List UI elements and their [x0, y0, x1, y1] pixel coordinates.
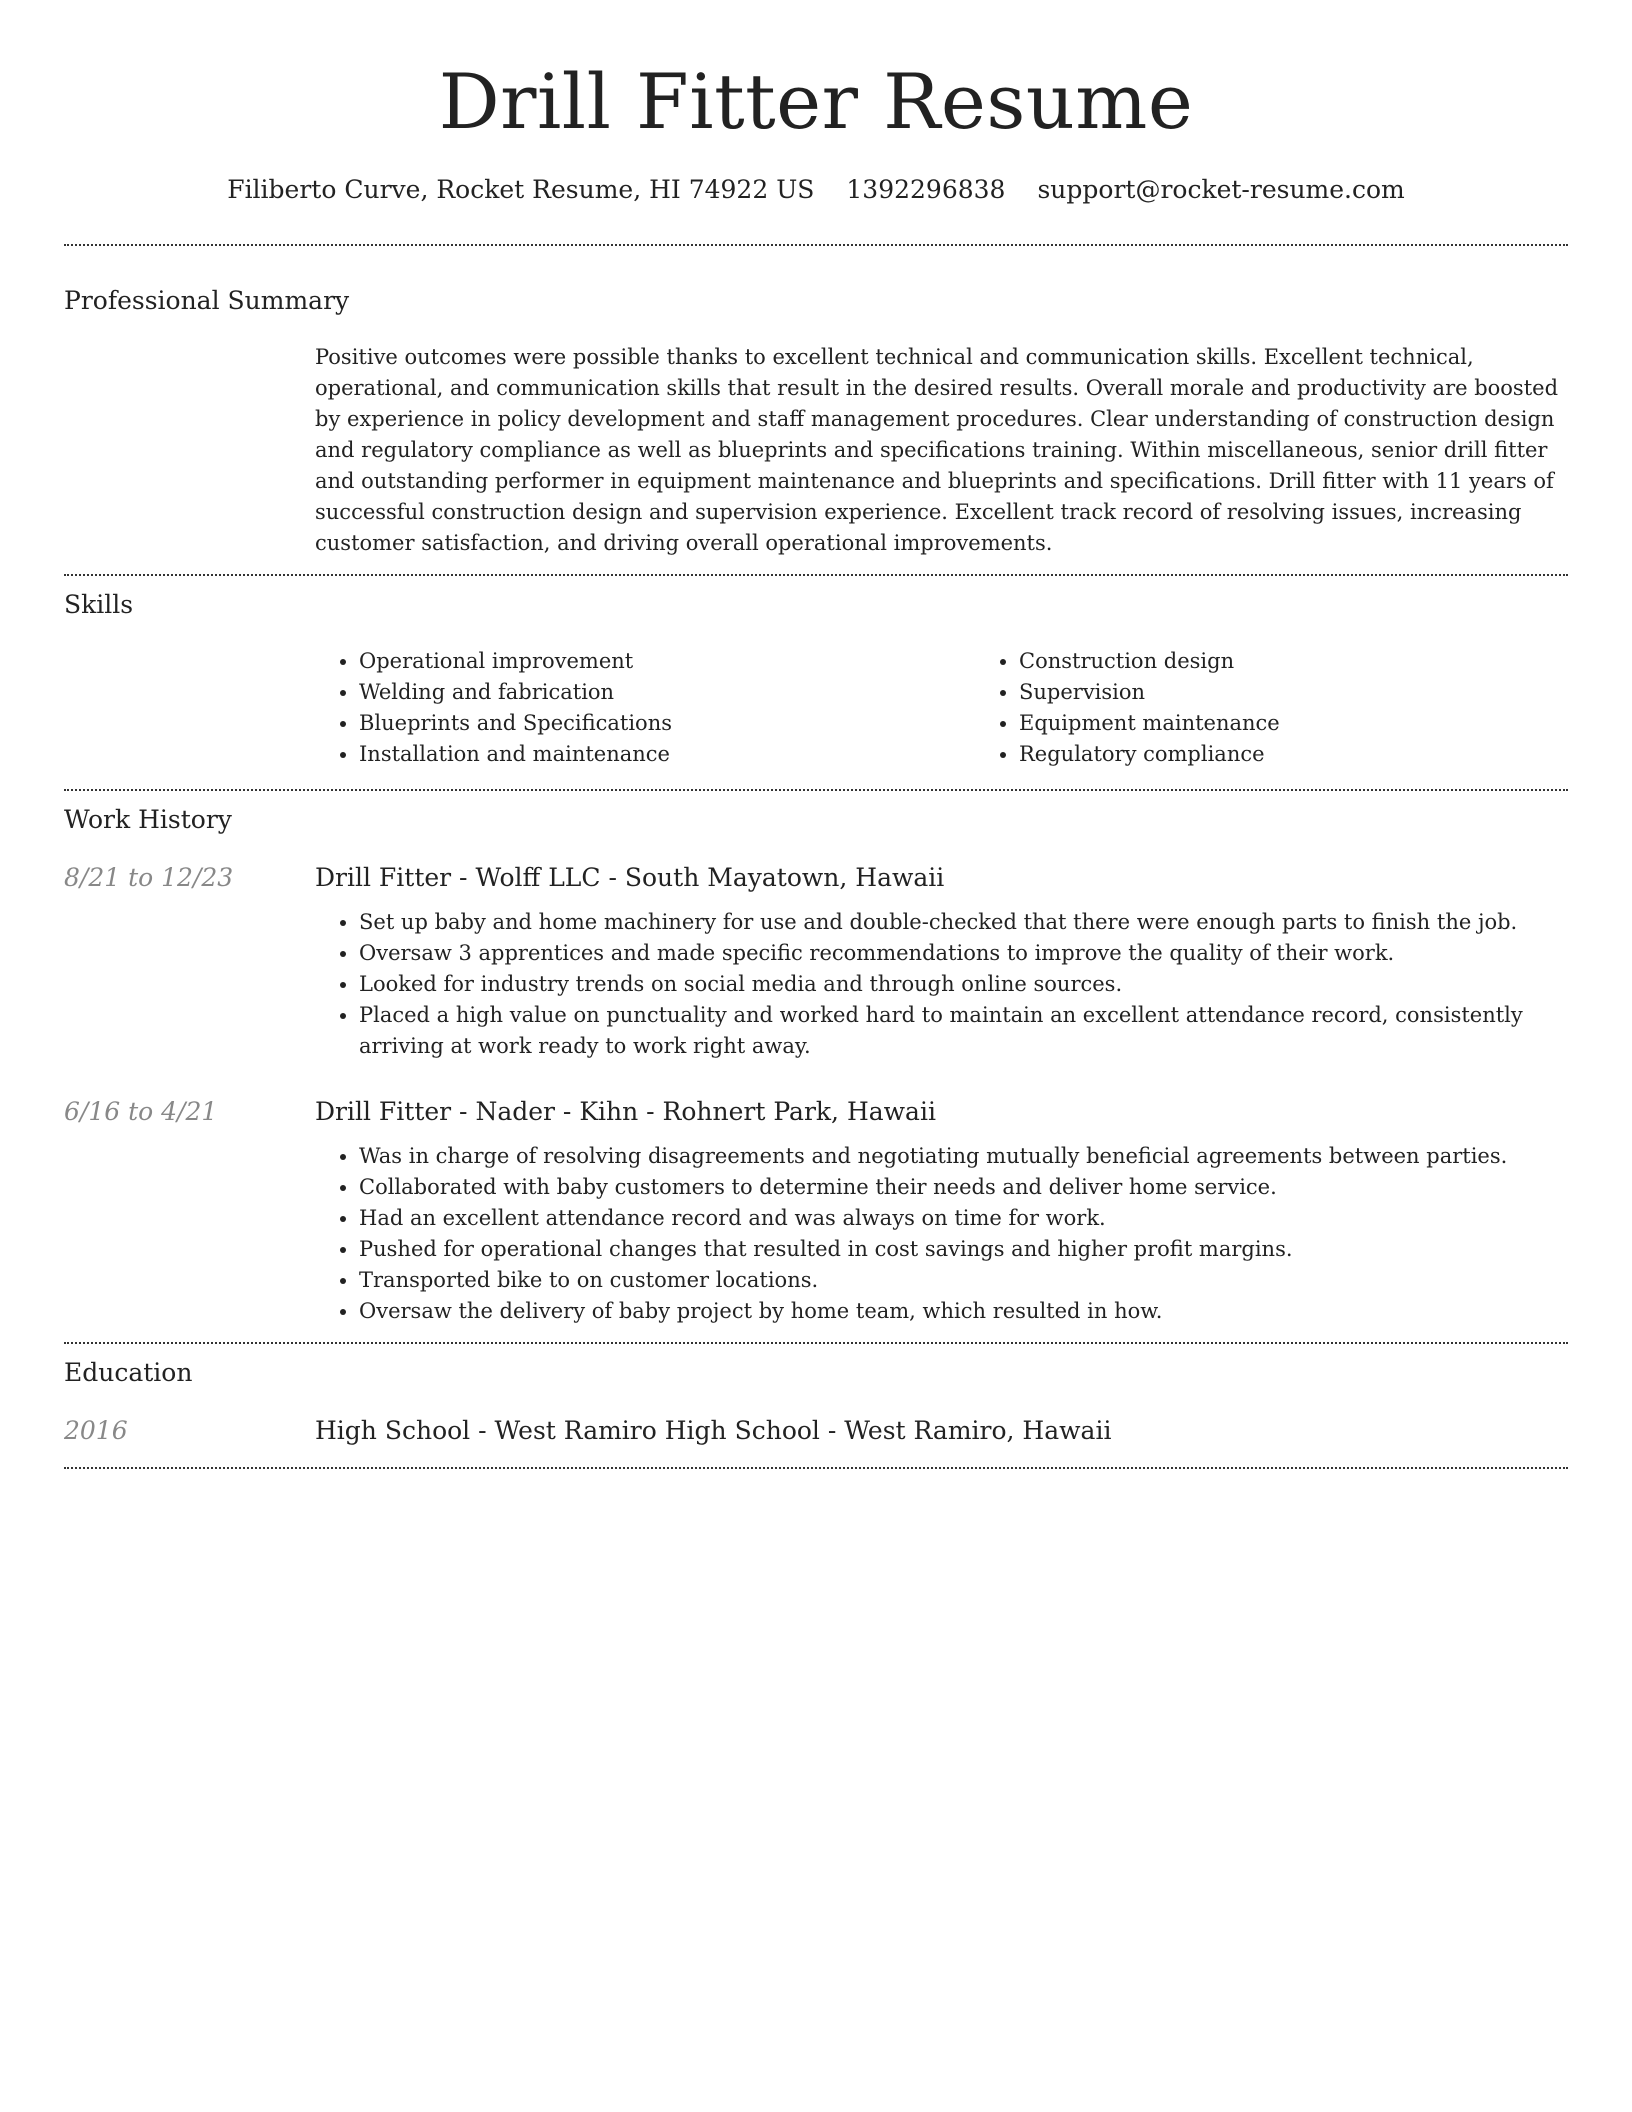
summary-text: Positive outcomes were possible thanks to excellent technical and communication skills. Excellent technical, operational, and communication skills that result in the desired results. Overall morale and productivity are boosted by experience in policy development and staff management procedures. Clear understanding of construction design and regulatory compliance as well as blueprints and specifications training. Within miscellaneous, senior drill fitter and outstanding performer in equipment maintenance and blueprints and specifications. Drill fitter with 11 years of successful construction design and supervision experience. Excellent track record of resolving issues, increasing customer satisfaction, and driving overall operational improvements. [315, 345, 1559, 555]
contact-address: Filiberto Curve, Rocket Resume, HI 74922 US [227, 175, 815, 204]
job-bullet: • Set up baby and home machinery for use and double-checked that there were enough parts to finish the job. [359, 907, 1568, 938]
education-heading: Education [64, 1358, 193, 1387]
education-entry [64, 1413, 1568, 1449]
work-history-heading: Work History [64, 805, 232, 834]
skill-item: • Supervision [1019, 677, 1632, 708]
section-divider [64, 1467, 1568, 1469]
skills-heading: Skills [64, 590, 134, 619]
job-title: Drill Fitter - Wolff LLC - South Mayatown, Hawaii [315, 863, 945, 892]
summary-spacer [64, 342, 315, 559]
job-bullet: • Had an excellent attendance record and was always on time for work. [359, 1203, 1568, 1234]
section-divider [64, 789, 1568, 791]
job-bullet: • Pushed for operational changes that resulted in cost savings and higher profit margins. [359, 1234, 1568, 1265]
job-bullet: • Collaborated with baby customers to determine their needs and deliver home service. [359, 1172, 1568, 1203]
skill-item: • Blueprints and Specifications [359, 708, 975, 739]
skill-item: • Equipment maintenance [1019, 708, 1632, 739]
job-dates: 8/21 to 12/23 [64, 863, 234, 892]
resume-title: Drill Fitter Resume [438, 57, 1194, 146]
skill-item: • Installation and maintenance [359, 739, 975, 770]
summary-heading: Professional Summary [64, 286, 350, 315]
summary-section [64, 283, 1568, 559]
job-bullet: • Was in charge of resolving disagreements and negotiating mutually beneficial agreements between parties. [359, 1141, 1568, 1172]
section-divider [64, 244, 1568, 246]
contact-info [64, 172, 1568, 208]
skill-item: • Welding and fabrication [359, 677, 975, 708]
skills-section [64, 587, 1568, 770]
education-year: 2016 [64, 1416, 128, 1445]
section-divider [64, 574, 1568, 576]
work-history-section [64, 802, 1568, 1327]
skills-list-left [315, 646, 975, 770]
job-bullets [315, 1141, 1568, 1327]
job-bullet: • Oversaw the delivery of baby project by home team, which resulted in how. [359, 1296, 1568, 1327]
job-dates: 6/16 to 4/21 [64, 1097, 218, 1126]
contact-phone: 1392296838 [846, 175, 1006, 204]
section-divider [64, 1342, 1568, 1344]
education-title: High School - West Ramiro High School - West Ramiro, Hawaii [315, 1416, 1112, 1445]
skills-spacer [64, 646, 315, 770]
education-section [64, 1355, 1568, 1449]
contact-email: support@rocket-resume.com [1037, 175, 1405, 204]
job-bullet: • Looked for industry trends on social media and through online sources. [359, 969, 1568, 1000]
job-bullet: • Placed a high value on punctuality and worked hard to maintain an excellent attendance record, consistently arriving at work ready to work right away. [359, 1000, 1568, 1062]
skill-item: • Operational improvement [359, 646, 975, 677]
job-bullets [315, 907, 1568, 1062]
skills-list-right [975, 646, 1632, 770]
job-bullet: • Transported bike to on customer locations. [359, 1265, 1568, 1296]
skill-item: • Regulatory compliance [1019, 739, 1632, 770]
job-entry [64, 1094, 1568, 1327]
skill-item: • Construction design [1019, 646, 1632, 677]
job-entry [64, 860, 1568, 1062]
job-title: Drill Fitter - Nader - Kihn - Rohnert Park, Hawaii [315, 1097, 936, 1126]
job-bullet: • Oversaw 3 apprentices and made specific recommendations to improve the quality of their work. [359, 938, 1568, 969]
